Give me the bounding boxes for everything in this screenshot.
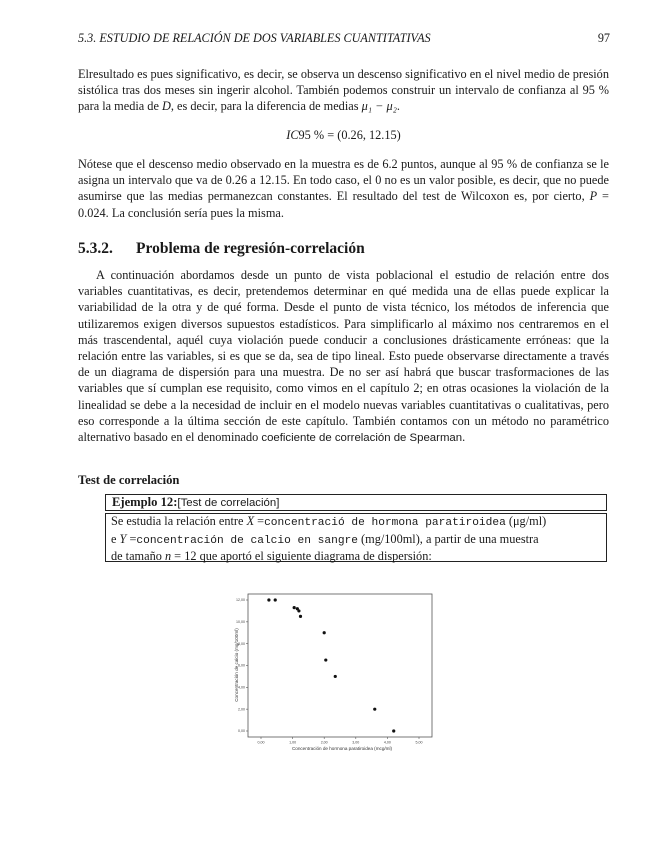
x-tick-label: 2,00	[320, 740, 328, 745]
equation-rest: 95 % = (0.26, 12.15)	[298, 128, 401, 142]
paragraph-heading-correlation-test: Test de correlación	[78, 473, 180, 487]
text-span: = 12 que aportó el siguiente diagrama de dispersión:	[171, 549, 432, 564]
text-line: Esto puede observarse directamente a través de un diagrama de dispersión para una muestra. De	[78, 349, 610, 380]
data-point	[324, 658, 327, 661]
spearman-term: coeficiente de correlación de Spearman	[261, 432, 463, 445]
text-line: = 0.024. La conclusión sería pues la misma.	[78, 189, 609, 220]
example-label: Ejemplo 12:	[112, 495, 178, 509]
text-line: no ser así habrá que buscar trasformaciones de las variables que sí cumplan ese requisito, como	[78, 365, 610, 396]
text-span: de tamaño	[111, 549, 165, 564]
text-line: drásticamente erróneas: que la relación entre las variables, si es que se da, sea de tipo lineal.	[78, 332, 610, 364]
example-body-box	[105, 513, 607, 562]
text-span: Se estudia la relación entre	[111, 514, 247, 528]
math-var-y: Y	[119, 531, 127, 546]
example-title: [Test de correlación]	[177, 497, 280, 509]
text-line: Elresultado es pues significativo, es decir, se observa un descenso significativo en el nivel medio	[78, 67, 555, 81]
y-axis-label: Concentración de calcio (mg/100ml)	[234, 628, 239, 702]
math-var-x: X	[246, 514, 255, 528]
text-span: (mg/100ml), a partir de una muestra	[357, 531, 539, 546]
data-point	[392, 729, 395, 732]
text-line: de presión sistólica tras dos meses sin ingerir alcohol. También podemos construir un intervalo de	[78, 67, 609, 98]
x-tick-label: 3,00	[352, 740, 360, 745]
x-tick-label: 0,00	[257, 740, 265, 745]
text-line: dos variables cuantitativas, es decir, pretendemos determinar en qué medida una de ellas puede	[78, 268, 609, 299]
data-point	[334, 675, 337, 678]
data-point	[274, 598, 277, 601]
running-header-section: 5.3. ESTUDIO DE RELACIÓN DE DOS VARIABLES CUANTITATIVAS	[78, 31, 431, 45]
text-line: de inferencia que utilizaremos exigen diversos supuestos estadísticos. Para simplificarlo al máximo	[78, 300, 609, 331]
text-line: vimos en el capítulo 2; en otras ocasiones la violación de la linealidad se debe a la necesidad de	[78, 381, 610, 412]
paragraph-note	[78, 156, 609, 221]
text-line: nos centraremos en el más trascendental, aquél cuya violación puede conducir a conclusiones	[78, 316, 610, 347]
paragraph-result	[78, 66, 609, 115]
text-line: es, por cierto,	[513, 189, 590, 204]
example-title-box	[105, 494, 607, 511]
y-tick-label: 2,00	[238, 707, 245, 712]
variable-y-name: concentración de calcio en sangre	[136, 534, 358, 547]
plot-frame	[248, 594, 432, 737]
x-axis-ticks	[258, 737, 423, 745]
y-tick-label: 6,00	[238, 663, 245, 668]
example-line	[111, 549, 601, 565]
y-tick-label: 10,00	[236, 620, 245, 625]
example-line	[111, 514, 601, 532]
text-line: el denominado	[185, 430, 262, 445]
y-tick-label: 0,00	[238, 729, 245, 734]
text-line: Nótese que el descenso medio observado en la muestra es de 6.2 puntos, aunque al 95 % de confianza	[78, 157, 584, 171]
math-var-d: D	[161, 99, 171, 114]
text-line: que no puede asumirse que las medias permanezcan constantes. El resultado del test de Wilcoxon	[78, 173, 609, 204]
math-var-p: P	[589, 189, 598, 204]
text-line: incluir en el modelo nuevas variables cuantitativas o cualitativas, pero eso corresponde a la última	[78, 397, 609, 428]
variable-x-name: concentració de hormona paratiroidea	[264, 517, 506, 529]
data-point	[267, 598, 270, 601]
subsection-title: Problema de regresión-correlación	[136, 240, 365, 257]
running-header	[78, 31, 610, 46]
data-point	[299, 615, 302, 618]
math-means: μ₁ − μ₂	[361, 99, 397, 114]
data-point	[373, 708, 376, 711]
text-span: (μg/ml)	[505, 514, 547, 528]
text-line: explicar la variabilidad de la otra y de qué forma. Desde el punto de vista técnico, los métodos	[78, 284, 609, 315]
x-axis-label: Concentración de hormona paratiroidea (mcg/ml)	[291, 746, 393, 751]
text-span: e	[111, 531, 120, 546]
text-punct: .	[396, 99, 400, 114]
subsection-heading	[78, 240, 365, 258]
x-tick-label: 1,00	[289, 740, 297, 745]
x-tick-label: 5,00	[415, 740, 423, 745]
text-span: =	[254, 514, 265, 528]
x-tick-label: 4,00	[383, 740, 391, 745]
text-line: , es decir, para la diferencia de medias	[170, 99, 362, 114]
paragraph-regression	[78, 267, 609, 446]
text-punct: .	[462, 430, 466, 445]
example-line	[111, 532, 601, 550]
data-points	[267, 598, 395, 732]
text-line: se le asigna un intervalo que va de 0.26 a 12.15. En todo caso, el 0 no es un valor posible, es decir,	[78, 157, 610, 188]
equation-lhs: IC	[286, 128, 299, 142]
confidence-interval-equation	[78, 128, 609, 143]
page-number: 97	[597, 31, 610, 45]
scatter-plot	[228, 588, 438, 758]
y-tick-label: 12,00	[236, 598, 245, 603]
y-tick-label: 8,00	[238, 641, 245, 646]
subsection-number: 5.3.2.	[78, 240, 113, 257]
data-point	[293, 606, 296, 609]
data-point	[323, 631, 326, 634]
text-line: sección de este capítulo. También contamos con un método no paramétrico alternativo basado en	[78, 413, 609, 445]
y-tick-label: 4,00	[238, 685, 245, 690]
data-point	[297, 609, 300, 612]
text-line: confianza al 95 % para la media de	[78, 83, 610, 114]
math-var-n: n	[164, 549, 172, 564]
text-span: =	[126, 531, 137, 546]
text-line: A continuación abordamos desde un punto de vista poblacional el estudio de relación entre	[96, 268, 586, 282]
